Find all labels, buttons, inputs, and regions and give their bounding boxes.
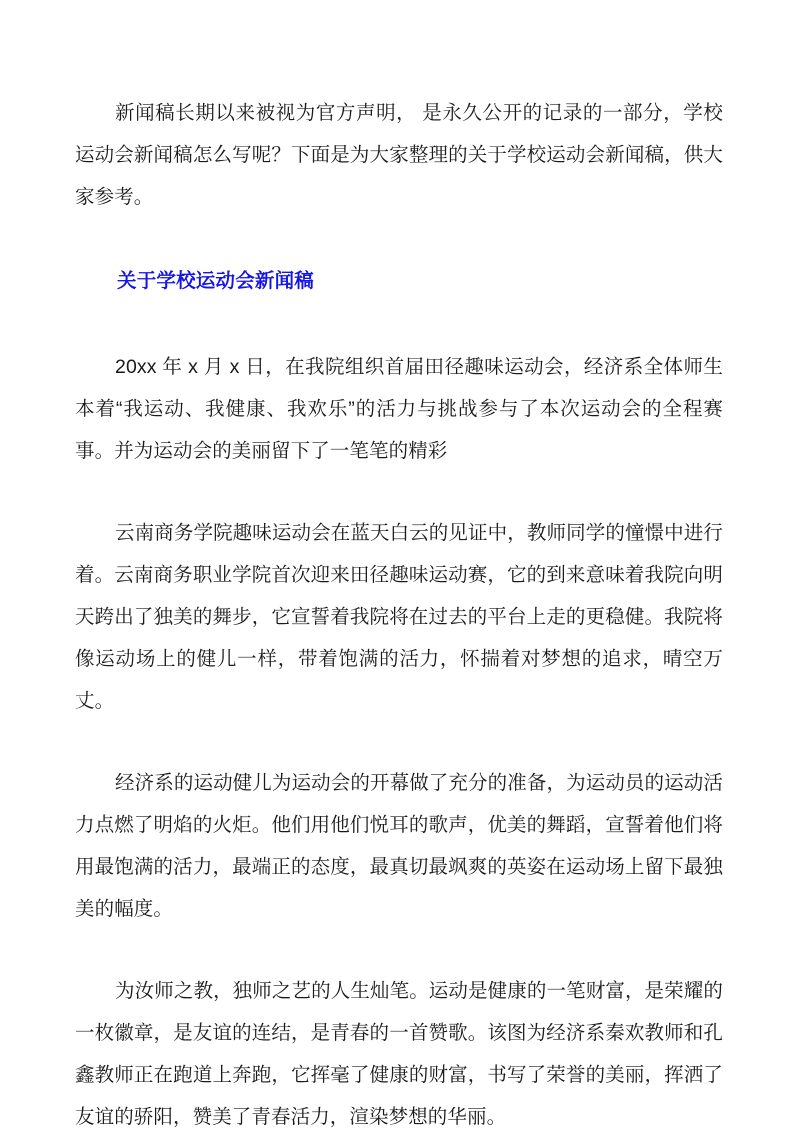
paragraph-gap-2 xyxy=(75,722,723,762)
body-paragraph-4: 为汝师之教，独师之艺的人生灿笔。运动是健康的一笔财富，是荣耀的一枚徽章，是友谊的连结，是青春的一首赞歌。该图为经济系秦欢教师和孔鑫教师正在跑道上奔跑，它挥毫了健康的财富，书写了荣誉的美丽，挥洒了友谊的骄阳，赞美了青春活力，渲染梦想的华丽。 xyxy=(75,980,723,1128)
article-heading: 关于学校运动会新闻稿 xyxy=(117,270,315,292)
document-body xyxy=(75,92,723,1138)
body-paragraph-1: 20xx 年 x 月 x 日，在我院组织首届田径趣味运动会，经济系全体师生本着“我运动、我健康、我欢乐”的活力与挑战参与了本次运动会的全程赛事。并为运动会的美丽留下了一笔笔的精彩 xyxy=(75,356,723,462)
paragraph-gap-3 xyxy=(75,930,723,970)
spacer-after-heading xyxy=(75,302,723,346)
body-paragraph-2: 云南商务学院趣味运动会在蓝天白云的见证中，教师同学的憧憬中进行着。云南商务职业学院首次迎来田径趣味运动赛，它的到来意味着我院向明天跨出了独美的舞步，它宣誓着我院将在过去的平台上走的更稳健。我院将像运动场上的健儿一样，带着饱满的活力，怀揣着对梦想的追求，晴空万丈。 xyxy=(75,522,723,712)
body-paragraph-3: 经济系的运动健儿为运动会的开幕做了充分的准备，为运动员的运动活力点燃了明焰的火炬。他们用他们悦耳的歌声，优美的舞蹈，宣誓着他们将用最饱满的活力，最端正的态度，最真切最飒爽的英姿在运动场上留下最独美的幅度。 xyxy=(75,772,723,920)
intro-paragraph: 新闻稿长期以来被视为官方声明， 是永久公开的记录的一部分，学校运动会新闻稿怎么写呢？下面是为大家整理的关于学校运动会新闻稿，供大家参考。 xyxy=(75,102,723,208)
paragraph-gap-1 xyxy=(75,472,723,512)
spacer-before-heading xyxy=(75,218,723,260)
